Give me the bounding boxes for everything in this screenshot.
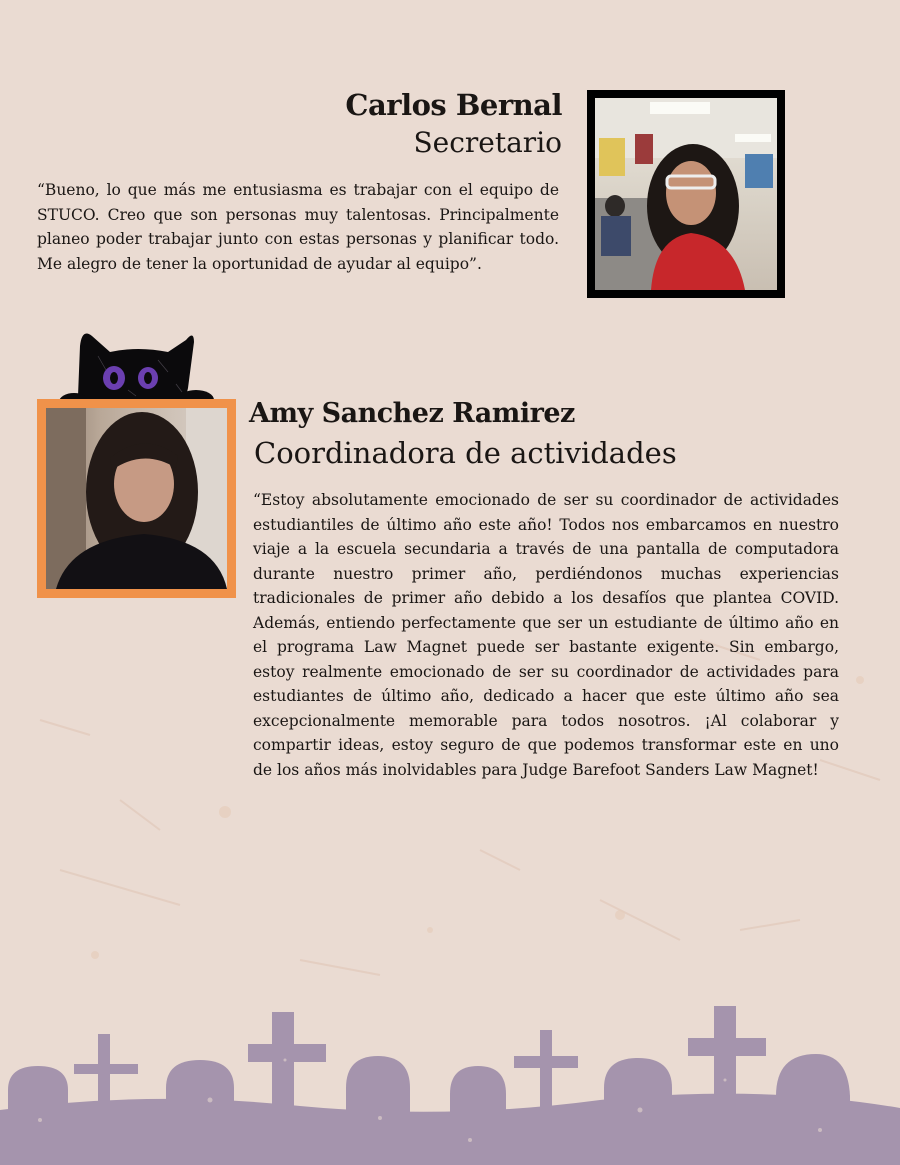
amy-role: Coordinadora de actividades	[254, 436, 677, 470]
graveyard-silhouette	[0, 1000, 900, 1165]
carlos-quote: “Bueno, lo que más me entusiasma es trabajar con el equipo de STUCO. Creo que son personas muy talentosas. Principalmente planeo poder trabajar junto con estas personas y planificar todo. Me alegro de tener la oportunidad de ayudar al equipo”.	[37, 181, 559, 273]
amy-quote: “Estoy absolutamente emocionado de ser su coordinador de actividades estudiantiles de último año este año! Todos nos embarcamos en nuestro viaje a la escuela secundaria a través de una pantalla de computadora durante nuestro primer año, perdiéndonos muchas experiencias tradicionales de primer año debido a los desafíos que plantea COVID. Además, entiendo perfectamente que ser un estudiante de último año en el programa Law Magnet puede ser bastante exigente. Sin embargo, estoy realmente emocionado de ser su coordinador de actividades para estudiantes de último año, dedicado a hacer que este último año sea excepcionalmente memorable para todos nosotros. ¡Al colaborar y compartir ideas, estoy seguro de que podemos transformar este en uno de los años más inolvidables para Judge Barefoot Sanders Law Magnet!	[253, 491, 839, 779]
carlos-photo-frame	[587, 90, 785, 298]
amy-name: Amy Sanchez Ramirez	[249, 398, 575, 429]
carlos-name: Carlos Bernal	[345, 88, 562, 122]
carlos-photo	[595, 98, 777, 290]
amy-photo-frame	[37, 399, 236, 598]
amy-photo	[46, 408, 227, 589]
carlos-role: Secretario	[413, 126, 562, 159]
